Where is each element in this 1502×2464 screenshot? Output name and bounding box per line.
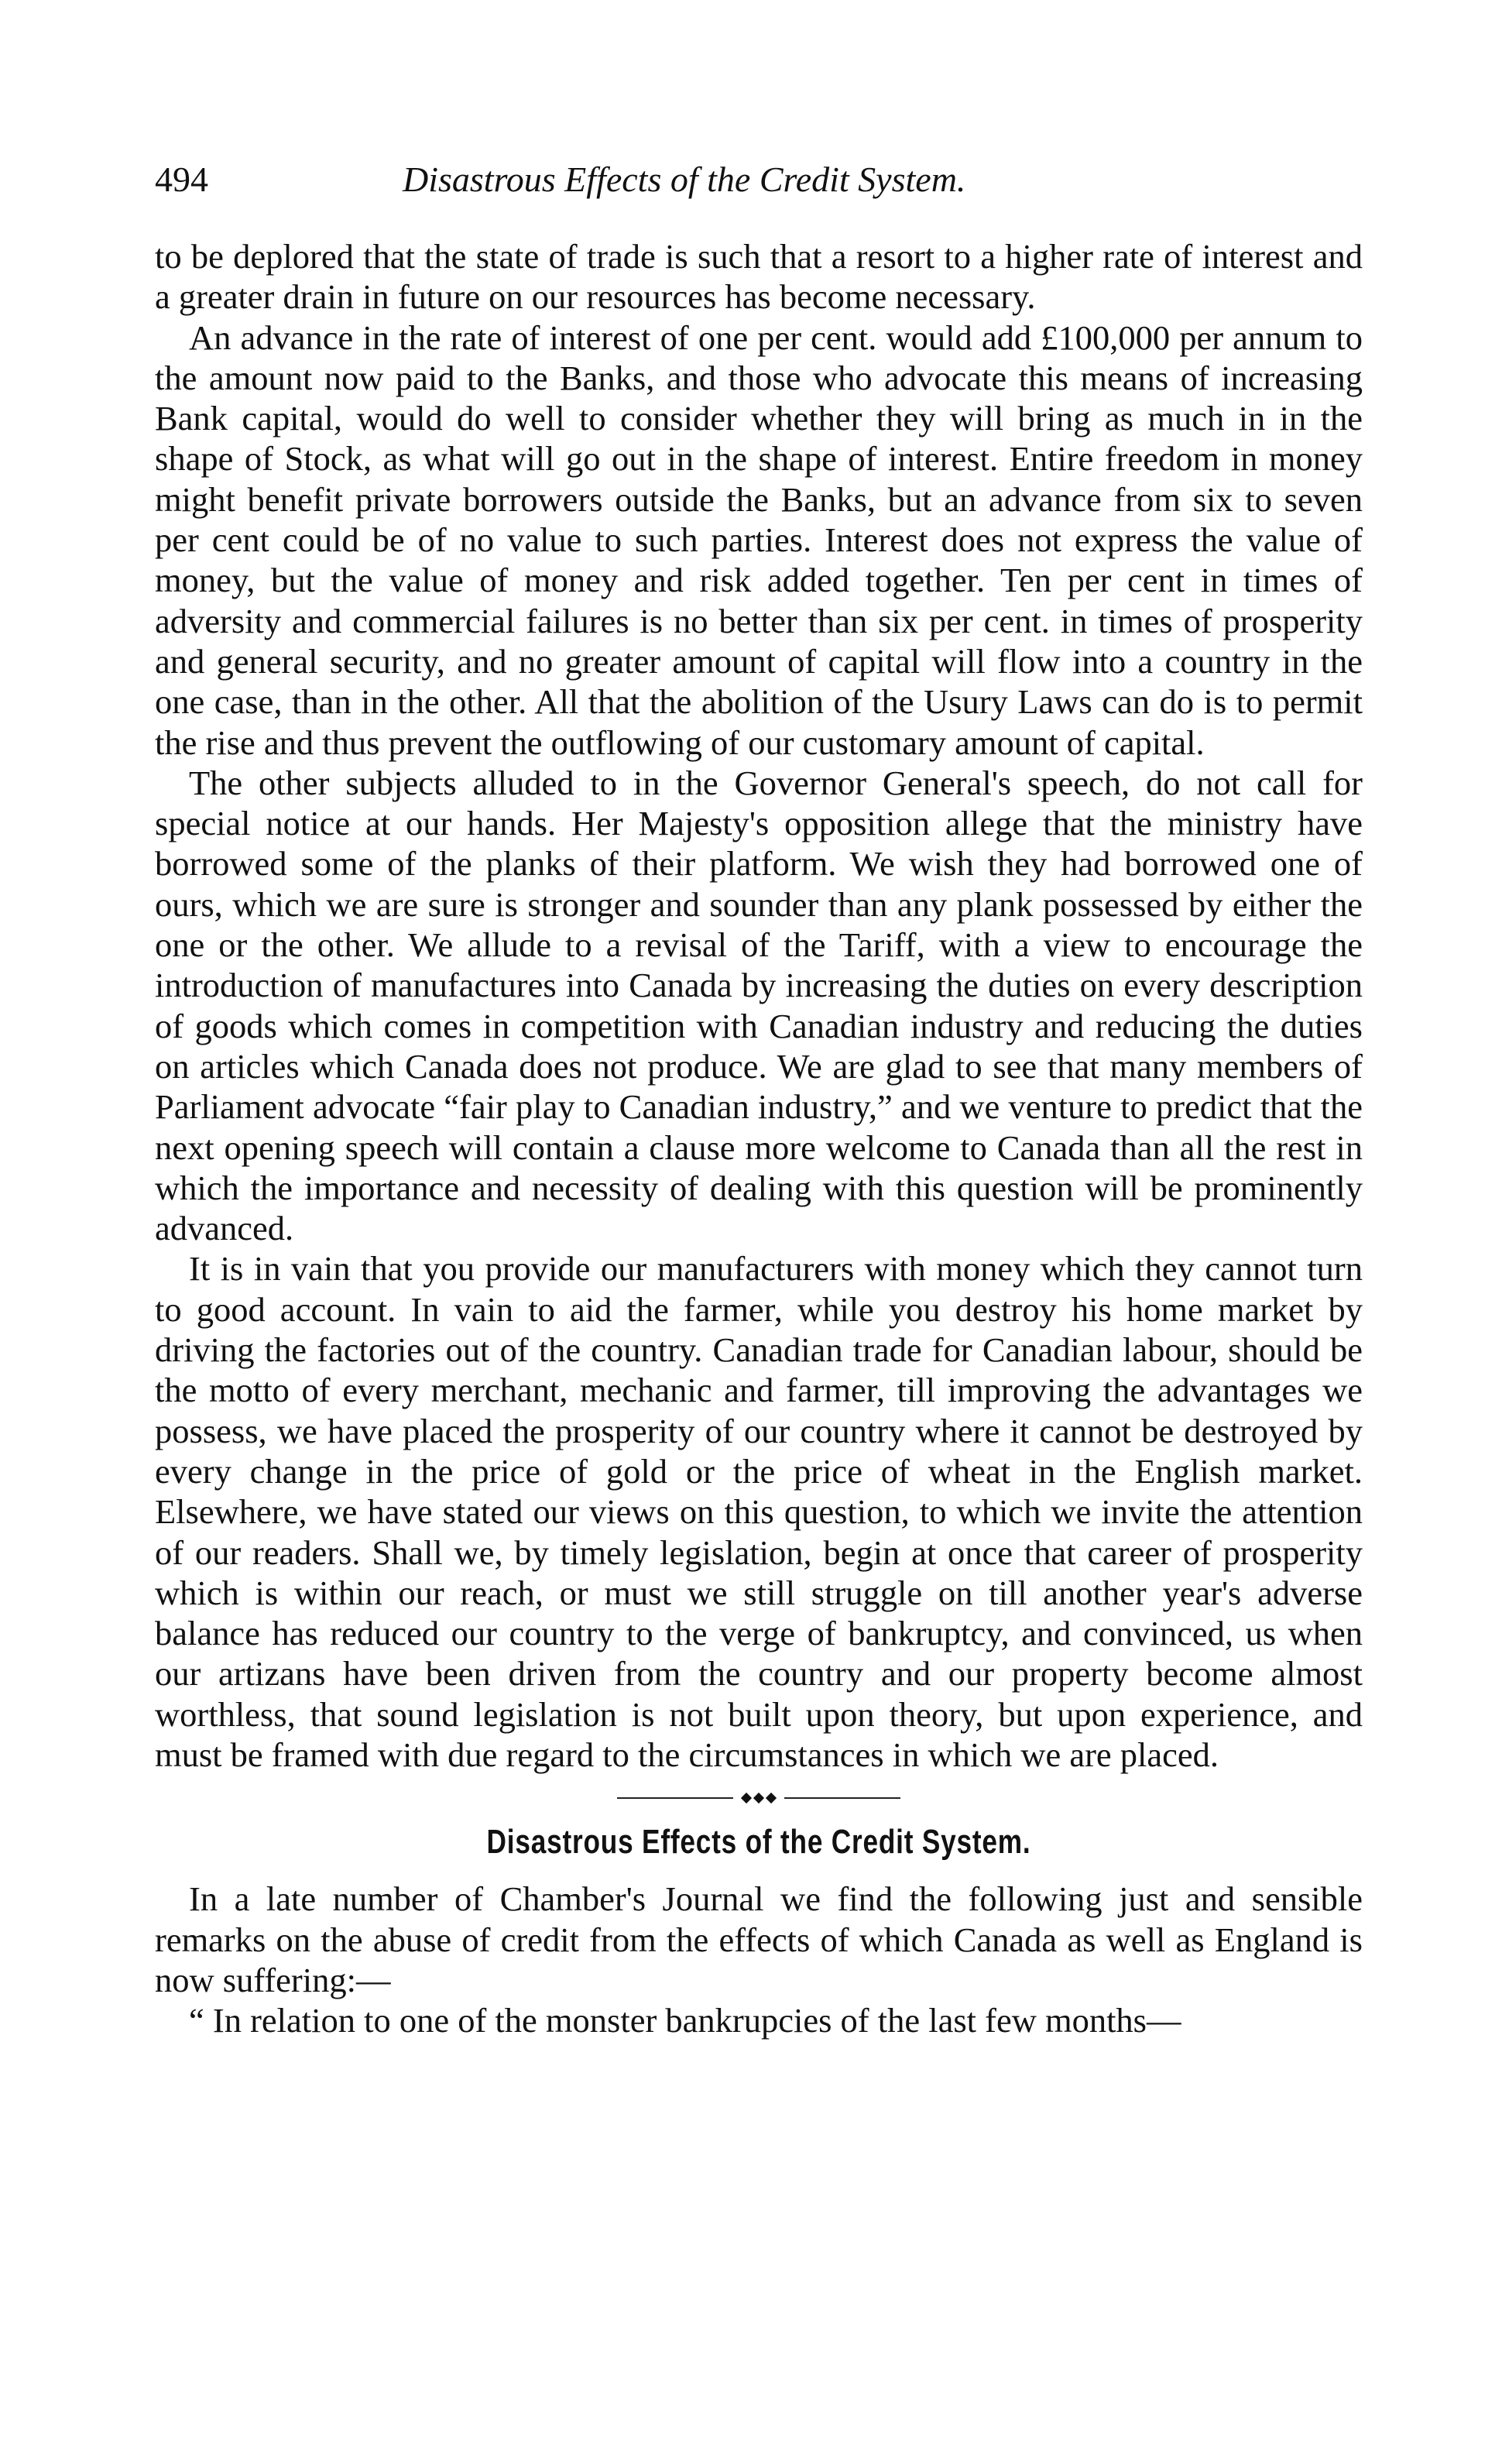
paragraph-governor-speech: The other subjects alluded to in the Governor General's speech, do not call for special notice at our hands. Her Majesty's opposition allege that the ministry have borrowed some of the planks of their platform. We wish they had borrowed one of ours, which we are sure is stronger and sounder than any plank possessed by either the one or the other. We allude to a revisal of the Tariff, with a view to encourage the introduction of manufactures into Canada by increasing the duties on every description of goods which comes in competition with Canadian industry and reducing the duties on articles which Canada does not produce. We are glad to see that many members of Parliament advocate “fair play to Canadian industry,” and we venture to predict that the next opening speech will contain a clause more welcome to Canada than all the rest in which the importance and necessity of dealing with this question will be prominently advanced. xyxy=(155,763,1363,1248)
paragraph-manufacturers: It is in vain that you provide our manufacturers with money which they cannot turn to good account. In vain to aid the farmer, while you destroy his home market by driving the factories out of the country. Canadian trade for Canadian labour, should be the motto of every merchant, mechanic and farmer, till improving the advantages we possess, we have placed the prosperity of our country where it cannot be destroyed by every change in the price of gold or the price of wheat in the English market. Elsewhere, we have stated our views on this question, to which we invite the attention of our readers. Shall we, by timely legislation, begin at once that career of prosperity which is within our reach, or must we still struggle on till another year's adverse balance has reduced our country to the verge of bankruptcy, and convinced, us when our artizans have been driven from the country and our property become almost worthless, that sound legislation is not built upon theory, but upon experience, and must be framed with due regard to the circumstances in which we are placed. xyxy=(155,1249,1363,1774)
paragraph-continued: to be deplored that the state of trade is such that a resort to a higher rate of interest and a greater drain in future on our resources has become necessary. xyxy=(155,237,1363,317)
page-number: 494 xyxy=(155,160,208,199)
running-title: Disastrous Effects of the Credit System. xyxy=(403,160,966,199)
section-divider xyxy=(155,1792,1363,1804)
section-intro: In a late number of Chamber's Journal we find the following just and sensible remarks on the abuse of credit from the effects of which Canada as well as England is now suffering:— xyxy=(155,1879,1363,1999)
divider-line-right xyxy=(784,1797,900,1799)
paragraph-interest-rate: An advance in the rate of interest of one per cent. would add £100,000 per annum to the amount now paid to the Banks, and those who advocate this means of increasing Bank capital, would do well to consider whether they will bring as much in in the shape of Stock, as what will go out in the shape of interest. Entire freedom in money might benefit private borrowers outside the Banks, but an advance from six to seven per cent could be of no value to such parties. Interest does not express the value of money, but the value of money and risk added together. Ten per cent in times of adversity and commercial failures is no better than six per cent. in times of prosperity and general security, and no greater amount of capital will flow into a country in the one case, than in the other. All that the abolition of the Usury Laws can do is to permit the rise and thus prevent the outflowing of our customary amount of capital. xyxy=(155,317,1363,762)
book-page xyxy=(155,159,1363,2040)
section-body xyxy=(155,1879,1363,2040)
divider-line-left xyxy=(617,1797,733,1799)
section-heading: Disastrous Effects of the Credit System. xyxy=(486,1823,1031,1862)
divider-ornament xyxy=(739,1792,778,1804)
running-head xyxy=(155,159,1363,213)
quote-start: “ In relation to one of the monster bankrupcies of the last few months— xyxy=(189,2001,1181,2040)
article-body xyxy=(155,236,1363,1775)
